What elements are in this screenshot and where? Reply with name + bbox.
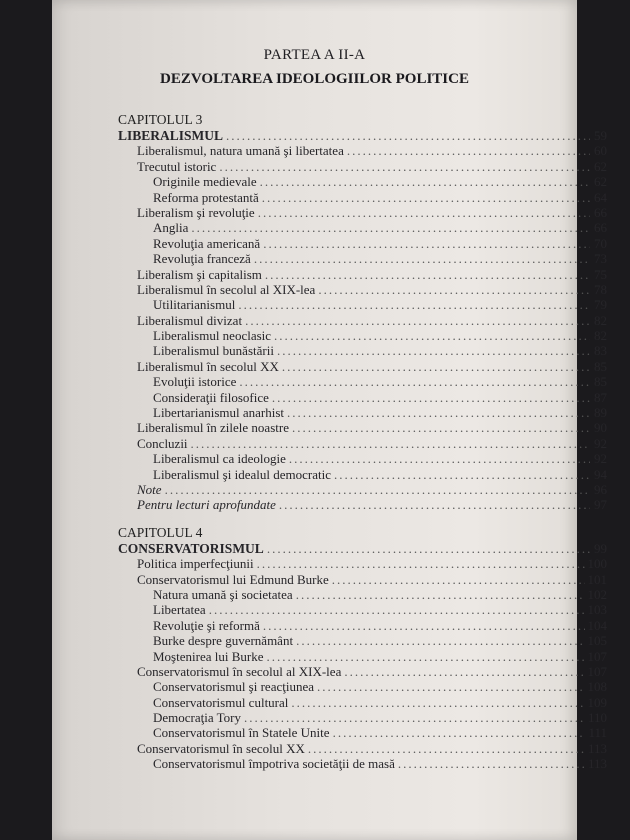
- dot-leader: [239, 374, 590, 389]
- toc-entry-label: Reforma protestantă: [153, 189, 259, 205]
- toc-entry-label: Liberalismul şi idealul democratic: [153, 466, 331, 482]
- dot-leader: [274, 328, 590, 343]
- dot-leader: [308, 741, 585, 756]
- toc-entry: [118, 251, 607, 266]
- toc-entry: [118, 618, 607, 633]
- toc-entry: [118, 649, 607, 664]
- dot-leader: [244, 710, 585, 725]
- toc-entry: [118, 756, 607, 771]
- toc-page-number: 100: [587, 556, 607, 572]
- toc-entry: [118, 572, 607, 587]
- dot-leader: [296, 587, 585, 602]
- toc-entry: [118, 587, 607, 602]
- dot-leader: [398, 756, 585, 771]
- dot-leader: [260, 174, 590, 189]
- toc-page-number: 60: [594, 143, 607, 159]
- dot-leader: [291, 695, 584, 710]
- dot-leader: [258, 205, 590, 220]
- toc-entry: [118, 282, 607, 297]
- dot-leader: [282, 359, 590, 374]
- toc-page-number: 97: [594, 497, 607, 513]
- toc-page-number: 66: [594, 220, 607, 236]
- toc-entry: [118, 343, 607, 358]
- dot-leader: [332, 572, 585, 587]
- toc-page-number: 73: [594, 251, 607, 267]
- dot-leader: [292, 420, 590, 435]
- toc-entry-label: Conservatorismul şi reacţiunea: [153, 679, 315, 695]
- dot-leader: [265, 267, 590, 282]
- toc-entry: [118, 725, 607, 740]
- dot-leader: [279, 497, 590, 512]
- toc-entry-label: Libertatea: [153, 602, 206, 618]
- toc-entry: [118, 267, 607, 282]
- toc-entry: [118, 436, 607, 451]
- toc-entry-label: Moştenirea lui Burke: [153, 648, 264, 664]
- dot-leader: [219, 159, 590, 174]
- toc-entry-label: Liberalismul bunăstării: [153, 343, 274, 359]
- toc-page-number: 92: [594, 435, 607, 451]
- dot-leader: [263, 236, 590, 251]
- toc-entry: [118, 143, 607, 158]
- toc-entry: [118, 695, 607, 710]
- dot-leader: [191, 436, 590, 451]
- toc-page-number: 59: [594, 128, 607, 143]
- toc-page-number: 85: [594, 358, 607, 374]
- toc-page-number: 92: [594, 451, 607, 467]
- toc-entry-label: Liberalismul neoclasic: [153, 328, 272, 344]
- toc-entry: [118, 174, 607, 189]
- toc-entry: [118, 205, 607, 220]
- toc-entry: [118, 664, 607, 679]
- toc-entry: [118, 451, 607, 466]
- toc-page-number: 78: [594, 281, 607, 297]
- toc-entry-label: Revoluţia franceză: [153, 251, 251, 267]
- dot-leader: [272, 390, 590, 405]
- toc-entry: [118, 633, 607, 648]
- toc-entry: [118, 420, 607, 435]
- toc-entry: [118, 374, 607, 389]
- toc-entry-label: Conservatorismul în Statele Unite: [153, 725, 330, 741]
- toc-page-number: 70: [594, 235, 607, 251]
- toc-page-number: 87: [594, 389, 607, 405]
- toc-entry-label: LIBERALISMUL: [118, 128, 224, 143]
- toc-entry: [118, 497, 607, 512]
- toc-entry: [118, 313, 607, 328]
- toc-page-number: 90: [594, 420, 607, 436]
- toc-page-number: 96: [594, 481, 607, 497]
- toc-page-number: 110: [587, 710, 607, 726]
- book-page: [52, 0, 607, 840]
- toc-entry: [118, 390, 607, 405]
- dot-leader: [347, 143, 590, 158]
- toc-entry-label: Liberalismul în zilele noastre: [137, 420, 289, 436]
- toc-entry-label: Revoluţie şi reformă: [153, 617, 260, 633]
- toc-entry: [118, 556, 607, 571]
- dot-leader: [262, 190, 590, 205]
- toc-entry: [118, 541, 607, 556]
- dot-leader: [267, 541, 590, 556]
- toc-page-number: 94: [594, 466, 607, 482]
- toc-entry-label: Conservatorismul lui Edmund Burke: [137, 571, 329, 587]
- toc-entry: [118, 405, 607, 420]
- toc-entry: [118, 482, 607, 497]
- toc-entry-label: Utilitarianismul: [153, 297, 236, 313]
- dot-leader: [226, 128, 590, 143]
- dot-leader: [263, 618, 585, 633]
- toc-entry-label: Originile medievale: [153, 174, 257, 190]
- table-of-contents: [118, 112, 607, 772]
- dot-leader: [266, 649, 584, 664]
- toc-page-number: 89: [594, 405, 607, 421]
- dot-leader: [333, 725, 586, 740]
- toc-page-number: 105: [587, 633, 607, 649]
- toc-entry-label: Note: [137, 481, 162, 497]
- toc-entry-label: Conservatorismul în secolul al XIX-lea: [137, 663, 342, 679]
- toc-page-number: 111: [588, 725, 607, 741]
- toc-page-number: 82: [594, 328, 607, 344]
- dot-leader: [287, 405, 590, 420]
- dot-leader: [344, 664, 584, 679]
- toc-entry: [118, 679, 607, 694]
- dot-leader: [257, 556, 585, 571]
- toc-page-number: 101: [587, 571, 607, 587]
- toc-entry-label: Libertarianismul anarhist: [153, 405, 285, 421]
- toc-entry-label: Liberalismul divizat: [137, 312, 243, 328]
- dot-leader: [318, 282, 590, 297]
- dot-leader: [191, 220, 590, 235]
- toc-entry-label: Liberalism şi capitalism: [137, 266, 262, 282]
- toc-entry: [118, 220, 607, 235]
- dot-leader: [254, 251, 590, 266]
- toc-entry-label: Liberalismul, natura umană şi libertatea: [137, 143, 344, 159]
- dot-leader: [209, 602, 585, 617]
- toc-page-number: 62: [594, 158, 607, 174]
- toc-entry-label: Liberalismul în secolul XX: [137, 358, 279, 374]
- toc-entry: [118, 467, 607, 482]
- section-title: DEZVOLTAREA IDEOLOGIILOR POLITICE: [160, 71, 469, 87]
- toc-page-number: 113: [587, 756, 607, 772]
- toc-page-number: 102: [587, 586, 607, 602]
- toc-page-number: 109: [587, 694, 607, 710]
- chapter-gap: [118, 513, 607, 525]
- toc-entry-label: Natura umană şi societatea: [153, 586, 293, 602]
- toc-entry: [118, 190, 607, 205]
- toc-page-number: 104: [587, 617, 607, 633]
- toc-entry: [118, 710, 607, 725]
- toc-entry: [118, 359, 607, 374]
- toc-page-number: 66: [594, 204, 607, 220]
- toc-entry: [118, 159, 607, 174]
- dot-leader: [277, 343, 590, 358]
- toc-page-number: 82: [594, 312, 607, 328]
- dot-leader: [317, 679, 584, 694]
- toc-entry-label: Concluzii: [137, 435, 188, 451]
- toc-page-number: 62: [594, 174, 607, 190]
- chapter-heading: CAPITOLUL 3: [118, 112, 203, 127]
- toc-entry-label: Trecutul istoric: [137, 158, 217, 174]
- toc-entry: [118, 602, 607, 617]
- toc-page-number: 108: [587, 679, 607, 695]
- toc-entry: [118, 236, 607, 251]
- toc-entry-label: Democraţia Tory: [153, 710, 242, 726]
- toc-entry-label: Politica imperfecţiunii: [137, 556, 254, 572]
- toc-entry: [118, 741, 607, 756]
- toc-entry-label: Evoluţii istorice: [153, 374, 237, 390]
- toc-entry-label: CONSERVATORISMUL: [118, 540, 264, 556]
- toc-page-number: 75: [594, 266, 607, 282]
- dot-leader: [296, 633, 584, 648]
- toc-entry: [118, 297, 607, 312]
- toc-entry-label: Burke despre guvernământ: [153, 633, 294, 649]
- toc-entry-label: Conservatorismul cultural: [153, 694, 289, 710]
- toc-page-number: 103: [587, 602, 607, 618]
- dot-leader: [238, 297, 590, 312]
- toc-entry: [118, 128, 607, 143]
- toc-entry: [118, 328, 607, 343]
- part-title: PARTEA A II-A: [263, 47, 366, 63]
- toc-page-number: 64: [594, 189, 607, 205]
- toc-entry-label: Liberalismul ca ideologie: [153, 451, 286, 467]
- dot-leader: [334, 467, 590, 482]
- toc-entry-label: Revoluţia americană: [153, 235, 261, 251]
- toc-page-number: 113: [587, 740, 607, 756]
- toc-entry-label: Conservatorismul împotriva societăţii de masă: [153, 756, 395, 772]
- toc-page-number: 107: [587, 663, 607, 679]
- toc-entry-label: Consideraţii filosofice: [153, 389, 269, 405]
- dot-leader: [289, 451, 590, 466]
- toc-page-number: 107: [587, 648, 607, 664]
- dot-leader: [165, 482, 590, 497]
- toc-page-number: 99: [594, 540, 607, 556]
- toc-page-number: 79: [594, 297, 607, 313]
- chapter-heading: CAPITOLUL 4: [118, 524, 203, 540]
- toc-entry-label: Conservatorismul în secolul XX: [137, 740, 305, 756]
- toc-entry-label: Pentru lecturi aprofundate: [137, 497, 276, 513]
- toc-page-number: 83: [594, 343, 607, 359]
- toc-entry-label: Anglia: [153, 220, 189, 236]
- toc-page-number: 85: [594, 374, 607, 390]
- dot-leader: [245, 313, 590, 328]
- toc-entry-label: Liberalismul în secolul al XIX-lea: [137, 281, 316, 297]
- toc-entry-label: Liberalism şi revoluţie: [137, 204, 255, 220]
